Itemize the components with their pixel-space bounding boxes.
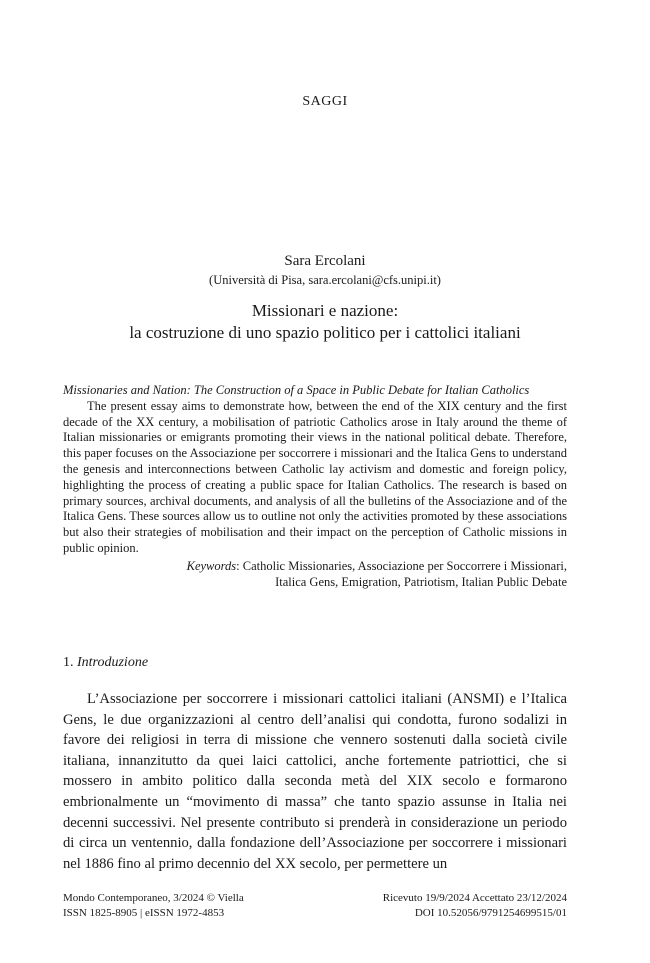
section-number: 1. — [63, 655, 77, 670]
section-label: SAGGI — [302, 94, 348, 109]
abstract-body: The present essay aims to demonstrate how, between the end of the XIX century and the first decade of the XX century, a mobilisation of patriotic Catholics arose in Italy around the theme of Italian missionaries or emigrants promoting their views in the national political debate. Therefore, this paper focuses on the Associazione per soccorrere i missionari and the Italica Gens to understand the genesis and interconnections between Catholic lay activism and domestic and foreign policy, highlighting the process of creating a public space for Italian Catholics. The research is based on primary sources, archival documents, and analysis of all the bulletins of the Associazione and of the Italica Gens. These sources allow us to outline not only the activities promoted by these associations but also their strategies of mobilisation and their impact on the perception of Catholic missions in public opinion. — [63, 398, 567, 555]
title-line-1: Missionari e nazione: — [251, 301, 399, 320]
author-name: Sara Ercolani — [284, 253, 366, 269]
keywords-label: Keywords — [186, 558, 237, 573]
footer-left — [63, 891, 244, 921]
article-title — [60, 300, 590, 344]
journal-info: Mondo Contemporaneo, 3/2024 © Viella — [63, 892, 244, 904]
title-line-2: la costruzione di uno spazio politico per i cattolici italiani — [129, 323, 521, 342]
footer-right — [383, 891, 567, 921]
author-affiliation: (Università di Pisa, sara.ercolani@cfs.unipi.it) — [209, 273, 441, 287]
keywords-line-2: Italica Gens, Emigration, Patriotism, Italian Public Debate — [275, 574, 567, 589]
section-title: Introduzione — [77, 655, 149, 670]
abstract — [63, 383, 567, 590]
keywords — [63, 559, 567, 591]
section-heading — [63, 655, 148, 671]
keywords-list-1: : Catholic Missionaries, Associazione per Soccorrere i Missionari, — [236, 558, 567, 573]
doi: DOI 10.52056/9791254699515/01 — [414, 907, 567, 919]
issn-info: ISSN 1825-8905 | eISSN 1972-4853 — [63, 907, 225, 919]
received-accepted-dates: Ricevuto 19/9/2024 Accettato 23/12/2024 — [382, 892, 567, 904]
keywords-line-1 — [63, 559, 567, 575]
intro-paragraph: L’Associazione per soccorrere i missionari cattolici italiani (ANSMI) e l’Italica Gens, le due organizzazioni al centro dell’analisi qui condotta, furono sodalizi in favore dei religiosi in terra di missione che vennero sostenuti dalla società civile italiana, innanzitutto da quei laici cattolici, anche fortemente patriottici, che si mossero in ambito politico dalla seconda metà del XIX secolo e formarono embrionalmente un “movimento di massa” che tanto spazio assunse in Italia nei decenni successivi. Nel presente contributo si prenderà in considerazione un periodo di circa un ventennio, dalla fondazione dell’Associazione per soccorrere i missionari nel 1886 fino al primo decennio del XX secolo, per permettere un — [63, 691, 567, 872]
abstract-title: Missionaries and Nation: The Construction of a Space in Public Debate for Italian Catholics — [63, 383, 530, 397]
